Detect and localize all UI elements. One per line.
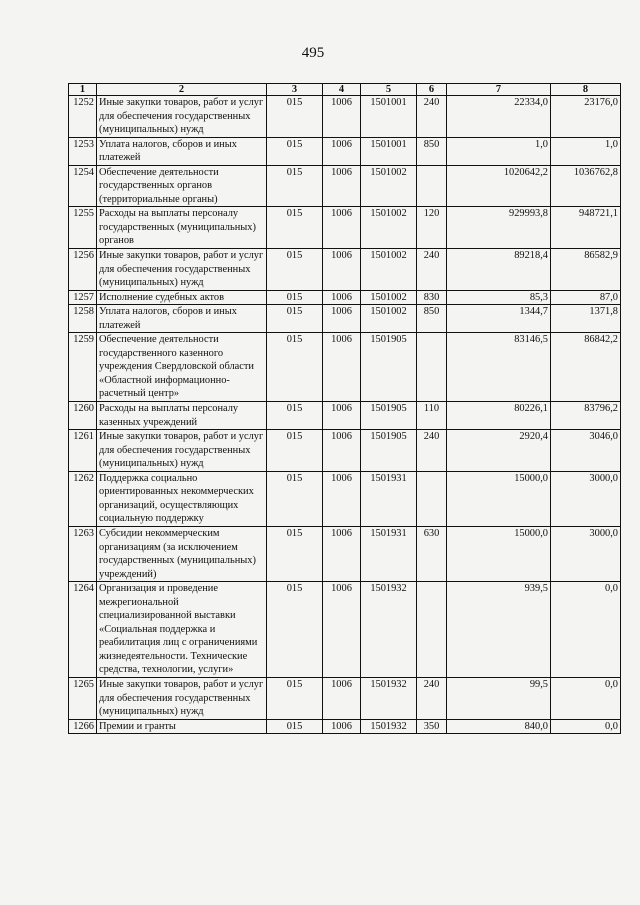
expense-type-code: 240 (417, 430, 447, 472)
column-header: 5 (361, 84, 417, 96)
table-row (69, 249, 621, 291)
section-code: 1006 (323, 719, 361, 734)
row-description: Иные закупки товаров, работ и услуг для обеспечения государственных (муниципальных) нужд (97, 677, 267, 719)
amount-year-1: 85,3 (447, 290, 551, 305)
target-article-code: 1501002 (361, 165, 417, 207)
section-code: 1006 (323, 471, 361, 526)
section-code: 1006 (323, 526, 361, 581)
target-article-code: 1501932 (361, 677, 417, 719)
row-number: 1254 (69, 165, 97, 207)
amount-year-2: 0,0 (551, 719, 621, 734)
row-number: 1265 (69, 677, 97, 719)
target-article-code: 1501932 (361, 582, 417, 678)
header-row (69, 84, 621, 96)
section-code: 1006 (323, 207, 361, 249)
admin-code: 015 (267, 96, 323, 138)
budget-table (68, 83, 621, 734)
section-code: 1006 (323, 165, 361, 207)
row-number: 1266 (69, 719, 97, 734)
table-row (69, 333, 621, 402)
row-number: 1261 (69, 430, 97, 472)
page-number: 495 (301, 45, 325, 61)
table-row (69, 402, 621, 430)
amount-year-1: 939,5 (447, 582, 551, 678)
amount-year-2: 1,0 (551, 137, 621, 165)
column-header: 8 (551, 84, 621, 96)
row-number: 1258 (69, 305, 97, 333)
target-article-code: 1501002 (361, 305, 417, 333)
table-row (69, 471, 621, 526)
amount-year-1: 83146,5 (447, 333, 551, 402)
admin-code: 015 (267, 677, 323, 719)
admin-code: 015 (267, 290, 323, 305)
admin-code: 015 (267, 207, 323, 249)
row-number: 1263 (69, 526, 97, 581)
table-row (69, 137, 621, 165)
table-row (69, 207, 621, 249)
section-code: 1006 (323, 305, 361, 333)
expense-type-code (417, 471, 447, 526)
row-description: Расходы на выплаты персоналу казенных учреждений (97, 402, 267, 430)
expense-type-code: 110 (417, 402, 447, 430)
admin-code: 015 (267, 305, 323, 333)
row-number: 1252 (69, 96, 97, 138)
expense-type-code: 120 (417, 207, 447, 249)
row-number: 1262 (69, 471, 97, 526)
admin-code: 015 (267, 137, 323, 165)
row-description: Обеспечение деятельности государственных органов (территориальные органы) (97, 165, 267, 207)
table-row (69, 165, 621, 207)
expense-type-code (417, 333, 447, 402)
table-row (69, 290, 621, 305)
expense-type-code: 350 (417, 719, 447, 734)
row-description: Организация и проведение межрегиональной специализированной выставки «Социальная поддержка и реабилитация лиц с ограничениями жизнедеятельности. Технические средства, технологии, услуги» (97, 582, 267, 678)
amount-year-1: 2920,4 (447, 430, 551, 472)
admin-code: 015 (267, 165, 323, 207)
amount-year-2: 3000,0 (551, 526, 621, 581)
expense-type-code: 240 (417, 677, 447, 719)
admin-code: 015 (267, 526, 323, 581)
table-row (69, 719, 621, 734)
amount-year-2: 83796,2 (551, 402, 621, 430)
amount-year-2: 0,0 (551, 677, 621, 719)
expense-type-code: 850 (417, 305, 447, 333)
section-code: 1006 (323, 290, 361, 305)
target-article-code: 1501932 (361, 719, 417, 734)
admin-code: 015 (267, 333, 323, 402)
table-row (69, 526, 621, 581)
amount-year-2: 86842,2 (551, 333, 621, 402)
expense-type-code: 240 (417, 249, 447, 291)
target-article-code: 1501931 (361, 471, 417, 526)
target-article-code: 1501905 (361, 430, 417, 472)
expense-type-code: 240 (417, 96, 447, 138)
admin-code: 015 (267, 719, 323, 734)
row-description: Исполнение судебных актов (97, 290, 267, 305)
table-row (69, 305, 621, 333)
row-number: 1256 (69, 249, 97, 291)
row-number: 1264 (69, 582, 97, 678)
column-header: 2 (97, 84, 267, 96)
amount-year-2: 87,0 (551, 290, 621, 305)
amount-year-2: 1036762,8 (551, 165, 621, 207)
section-code: 1006 (323, 402, 361, 430)
row-number: 1257 (69, 290, 97, 305)
section-code: 1006 (323, 430, 361, 472)
column-header: 6 (417, 84, 447, 96)
row-number: 1255 (69, 207, 97, 249)
amount-year-1: 15000,0 (447, 526, 551, 581)
expense-type-code: 630 (417, 526, 447, 581)
amount-year-1: 840,0 (447, 719, 551, 734)
amount-year-2: 948721,1 (551, 207, 621, 249)
row-description: Поддержка социально ориентированных некоммерческих организаций, осуществляющих социальную поддержку (97, 471, 267, 526)
amount-year-1: 22334,0 (447, 96, 551, 138)
amount-year-1: 89218,4 (447, 249, 551, 291)
amount-year-1: 1,0 (447, 137, 551, 165)
amount-year-2: 0,0 (551, 582, 621, 678)
table-row (69, 430, 621, 472)
section-code: 1006 (323, 582, 361, 678)
target-article-code: 1501001 (361, 96, 417, 138)
row-description: Премии и гранты (97, 719, 267, 734)
row-description: Иные закупки товаров, работ и услуг для обеспечения государственных (муниципальных) нужд (97, 430, 267, 472)
table-row (69, 96, 621, 138)
amount-year-1: 15000,0 (447, 471, 551, 526)
row-description: Субсидии некоммерческим организациям (за исключением государственных (муниципальных) учреждений) (97, 526, 267, 581)
amount-year-1: 1020642,2 (447, 165, 551, 207)
target-article-code: 1501002 (361, 249, 417, 291)
admin-code: 015 (267, 430, 323, 472)
table-row (69, 582, 621, 678)
amount-year-2: 1371,8 (551, 305, 621, 333)
target-article-code: 1501002 (361, 290, 417, 305)
section-code: 1006 (323, 677, 361, 719)
section-code: 1006 (323, 333, 361, 402)
column-header: 7 (447, 84, 551, 96)
expense-type-code: 850 (417, 137, 447, 165)
target-article-code: 1501001 (361, 137, 417, 165)
section-code: 1006 (323, 96, 361, 138)
row-number: 1260 (69, 402, 97, 430)
target-article-code: 1501905 (361, 402, 417, 430)
amount-year-1: 80226,1 (447, 402, 551, 430)
expense-type-code (417, 582, 447, 678)
column-header: 1 (69, 84, 97, 96)
column-header: 3 (267, 84, 323, 96)
target-article-code: 1501905 (361, 333, 417, 402)
admin-code: 015 (267, 582, 323, 678)
admin-code: 015 (267, 402, 323, 430)
admin-code: 015 (267, 471, 323, 526)
amount-year-2: 3046,0 (551, 430, 621, 472)
row-number: 1253 (69, 137, 97, 165)
column-header: 4 (323, 84, 361, 96)
amount-year-1: 1344,7 (447, 305, 551, 333)
row-description: Обеспечение деятельности государственного казенного учреждения Свердловской области «Областной информационно-расчетный центр» (97, 333, 267, 402)
expense-type-code (417, 165, 447, 207)
admin-code: 015 (267, 249, 323, 291)
row-description: Расходы на выплаты персоналу государственных (муниципальных) органов (97, 207, 267, 249)
expense-type-code: 830 (417, 290, 447, 305)
row-description: Иные закупки товаров, работ и услуг для обеспечения государственных (муниципальных) нужд (97, 96, 267, 138)
row-description: Иные закупки товаров, работ и услуг для обеспечения государственных (муниципальных) нужд (97, 249, 267, 291)
section-code: 1006 (323, 249, 361, 291)
amount-year-2: 3000,0 (551, 471, 621, 526)
row-description: Уплата налогов, сборов и иных платежей (97, 137, 267, 165)
amount-year-2: 23176,0 (551, 96, 621, 138)
target-article-code: 1501002 (361, 207, 417, 249)
amount-year-1: 99,5 (447, 677, 551, 719)
amount-year-2: 86582,9 (551, 249, 621, 291)
row-description: Уплата налогов, сборов и иных платежей (97, 305, 267, 333)
amount-year-1: 929993,8 (447, 207, 551, 249)
section-code: 1006 (323, 137, 361, 165)
row-number: 1259 (69, 333, 97, 402)
target-article-code: 1501931 (361, 526, 417, 581)
table-row (69, 677, 621, 719)
